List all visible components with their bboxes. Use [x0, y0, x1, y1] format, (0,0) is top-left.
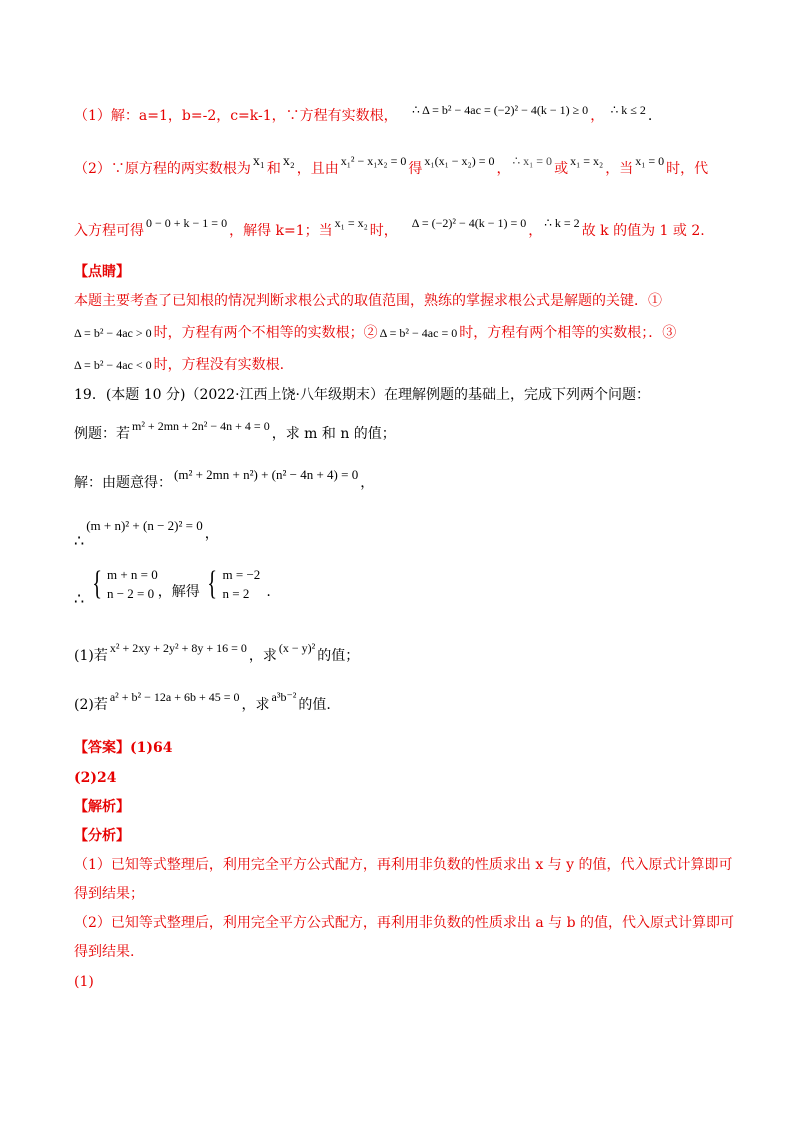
- system1-row-2: n − 2 = 0: [106, 586, 155, 601]
- part2-x1: x₁: [252, 154, 265, 169]
- part2b-equation-3: Δ = (−2)² − 4(k − 1) = 0: [411, 216, 527, 230]
- problem-1-text-1: (1)若: [74, 648, 108, 664]
- system1-row-1: m + n = 0: [106, 567, 158, 582]
- system-line: [74, 565, 271, 609]
- solution-text-1: 解：由题意得：: [74, 475, 172, 491]
- example-equation: m² + 2mn + 2n² − 4n + 4 = 0: [132, 419, 270, 433]
- part1-text: （1）解：a=1，b=-2，c=k-1，∵方程有实数根，: [74, 108, 398, 124]
- part2-text-3: ，且由: [296, 161, 339, 177]
- part2-text-6: 或: [554, 161, 569, 177]
- part2b-equation-2: x₁ = x₂: [334, 216, 368, 230]
- dianjing-line-3: [74, 355, 284, 375]
- therefore-symbol-2: ∴: [74, 589, 85, 608]
- problem-2-equation: a² + b² − 12a + 6b + 45 = 0: [109, 690, 240, 704]
- part1-discriminant-formula: ∴ Δ = b² − 4ac = (−2)² − 4(k − 1) ≥ 0: [412, 103, 589, 117]
- part2-text-1: （2）∵原方程的两实数根为: [74, 161, 251, 177]
- problem-1-expression: (x − y)²: [278, 641, 316, 655]
- problem-1-text-2: ，求: [248, 648, 277, 664]
- part1-k-result: ∴ k ≤ 2: [610, 103, 646, 117]
- fenxi-label: 【分析】: [74, 828, 130, 844]
- part2-equation-5: x₁ = 0: [635, 154, 665, 168]
- example-line: [74, 419, 396, 444]
- example-text-2: ，求 m 和 n 的值；: [271, 426, 396, 442]
- solution-part-2-line-2: [74, 216, 705, 241]
- part1-end: .: [647, 108, 653, 124]
- analysis-line-1: （1）已知等式整理后，利用完全平方公式配方，再利用非负数的性质求出 x 与 y 的值，代入原式计算即可: [74, 857, 733, 873]
- dianjing-formula-1: Δ = b² − 4ac > 0: [74, 326, 152, 340]
- therefore-line: [74, 518, 219, 550]
- system-end: .: [266, 584, 271, 600]
- part2b-text-2: ，解得 k=1；当: [229, 223, 333, 239]
- problem-2: [74, 690, 331, 715]
- system2-row-2: n = 2: [222, 586, 250, 601]
- part2b-equation-4: ∴ k = 2: [544, 216, 580, 230]
- problem-1-equation: x² + 2xy + 2y² + 8y + 16 = 0: [109, 641, 247, 655]
- part2b-text-4: ，: [528, 223, 543, 239]
- dianjing-text-1: 时，方程有两个不相等的实数根；②: [153, 325, 378, 341]
- problem-2-text-2: ，求: [241, 697, 270, 713]
- part2-x2: x₂: [282, 154, 295, 169]
- solution-part-2-line-1: [74, 154, 709, 180]
- dianjing-line-2: [74, 323, 676, 343]
- part2-text-2: 和: [266, 161, 281, 177]
- problem-1-text-3: 的值；: [317, 648, 360, 664]
- part2b-text-3: 时，: [369, 223, 398, 239]
- part1-sep: ，: [590, 108, 605, 124]
- answer-2: (2)24: [74, 770, 117, 786]
- analysis-line-2: 得到结果；: [74, 886, 144, 902]
- problem-2-text-1: (2)若: [74, 697, 108, 713]
- dianjing-text-3: 时，方程没有实数根.: [153, 357, 285, 373]
- question-19-stem: 19．(本题 10 分)（2022·江西上饶·八年级期末）在理解例题的基础上，完成下列两个问题：: [74, 387, 650, 403]
- dianjing-line-1: 本题主要考查了已知根的情况判断求根公式的取值范围，熟练的掌握求根公式是解题的关键．①: [74, 293, 662, 309]
- dianjing-formula-3: Δ = b² − 4ac < 0: [74, 358, 152, 372]
- part2b-text-5: 故 k 的值为 1 或 2.: [581, 223, 705, 239]
- analysis-line-5: (1): [74, 974, 94, 990]
- dianjing-label: 【点睛】: [74, 264, 130, 280]
- part2b-text-1: 入方程可得: [74, 223, 144, 239]
- problem-2-text-3: 的值.: [298, 697, 331, 713]
- part2b-equation-1: 0 − 0 + k − 1 = 0: [146, 216, 228, 230]
- system-text: ，解得: [157, 584, 200, 600]
- therefore-symbol: ∴: [74, 531, 85, 550]
- problem-2-expression: a³b⁻²: [271, 690, 297, 704]
- system-of-equations-1: { m + n = 0 n − 2 = 0: [91, 565, 158, 602]
- jiexi-label: 【解析】: [74, 799, 130, 815]
- solution-line: [74, 467, 375, 493]
- therefore-equation: (m + n)² + (n − 2)² = 0: [86, 518, 203, 533]
- solution-equation: (m² + 2mn + n²) + (n² − 4n + 4) = 0: [174, 467, 359, 482]
- answer-line: [74, 738, 172, 758]
- part2-equation-3: ∴ x₁ = 0: [512, 154, 553, 168]
- part2-text-4: 得: [408, 161, 423, 177]
- part2-text-7: ，当: [605, 161, 634, 177]
- part2-equation-2: x₁(x₁ − x₂) = 0: [424, 154, 495, 168]
- problem-1: [74, 641, 360, 666]
- answer-label: 【答案】: [74, 740, 130, 756]
- answer-1: (1)64: [130, 740, 173, 756]
- part2-text-5: ，: [496, 161, 511, 177]
- analysis-line-3: （2）已知等式整理后，利用完全平方公式配方，再利用非负数的性质求出 a 与 b 的值，代入原式计算即可: [74, 915, 735, 931]
- solution-part-1: [74, 103, 653, 126]
- solution-text-2: ，: [360, 475, 375, 491]
- system2-row-1: m = −2: [222, 567, 261, 582]
- analysis-line-4: 得到结果.: [74, 944, 135, 960]
- therefore-text: ，: [204, 526, 219, 542]
- part2-equation-1: x₁² − x₁x₂ = 0: [340, 154, 407, 168]
- dianjing-formula-2: Δ = b² − 4ac = 0: [379, 326, 458, 340]
- system-of-equations-2: { m = −2 n = 2: [207, 565, 261, 602]
- dianjing-text-2: 时，方程有两个相等的实数根；．③: [459, 325, 677, 341]
- example-text-1: 例题：若: [74, 426, 130, 442]
- part2-text-8: 时，代: [666, 161, 709, 177]
- part2-equation-4: x₁ = x₂: [570, 154, 604, 168]
